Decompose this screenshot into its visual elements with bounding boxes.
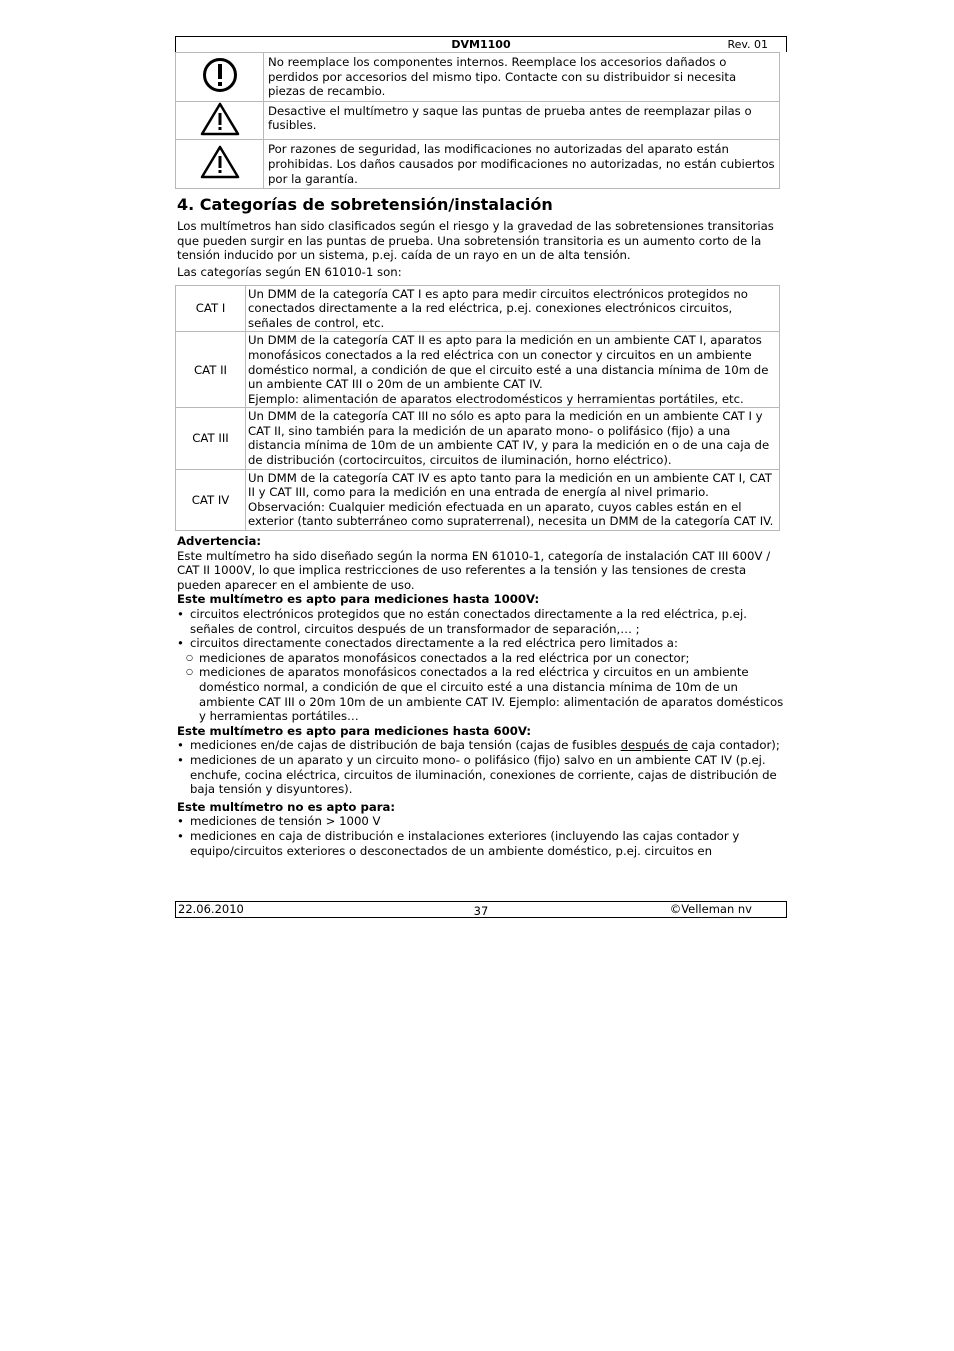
apto-600-list — [175, 738, 787, 796]
category-row — [176, 332, 780, 408]
warning-heading: Advertencia: — [177, 534, 262, 549]
page-footer — [175, 901, 787, 918]
page — [175, 36, 787, 858]
warning-triangle-icon — [176, 101, 264, 140]
warning-row — [176, 101, 780, 140]
category-label: CAT III — [176, 408, 246, 469]
category-description: Un DMM de la categoría CAT II es apto para la medición en un ambiente CAT I, aparatos monofásicos conectados a la red eléctrica con un conector y circuitos en un ambiente doméstico normal, a condición de que el circuito esté a una distancia mínima de 10m de un ambiente CAT III o 20m de un ambiente CAT IV. — [248, 333, 769, 392]
category-label: CAT II — [176, 332, 246, 408]
list-item: • mediciones de tensión > 1000 V — [177, 814, 787, 829]
apto-600-heading: Este multímetro es apto para mediciones hasta 600V: — [177, 723, 532, 738]
warning-text: Desactive el multímetro y saque las puntas de prueba antes de reemplazar pilas o fusibles. — [264, 101, 780, 140]
category-example: Ejemplo: alimentación de aparatos electrodomésticos y herramientas portátiles, etc. — [248, 391, 744, 406]
exclamation-circle-icon — [176, 53, 264, 102]
page-header — [175, 36, 787, 52]
list-item: • mediciones de un aparato y un circuito mono- o polifásico (fijo) salvo en un ambiente CAT IV (p.ej. enchufe, cocina eléctrica, circuitos de iluminación, conexiones de corriente, cajas de distribución de baja tensión y disyuntores). — [177, 753, 787, 797]
no-apto-heading: Este multímetro no es apto para: — [177, 799, 396, 814]
category-text — [246, 469, 780, 530]
category-row — [176, 469, 780, 530]
warning-text: No reemplace los componentes internos. Reemplace los accesorios dañados o perdidos por accesorios del mismo tipo. Contacte con su distribuidor si necesita piezas de recambio. — [264, 53, 780, 102]
categories-table — [175, 285, 780, 532]
apto-1000-heading: Este multímetro es apto para mediciones hasta 1000V: — [177, 592, 540, 607]
category-text — [246, 332, 780, 408]
list-item: • mediciones en caja de distribución e instalaciones exteriores (incluyendo las cajas contador y equipo/circuitos exteriores o desconectados de un ambiente doméstico, p.ej. circuitos en — [177, 829, 787, 858]
list-item-text: mediciones en/de cajas de distribución de baja tensión (cajas de fusibles — [190, 738, 621, 753]
category-label: CAT I — [176, 285, 246, 332]
sublist-item: ○ mediciones de aparatos monofásicos conectados a la red eléctrica y circuitos en un ambiente doméstico normal, a condición de que el circuito esté a una distancia mínima de 10m de un ambiente CAT III o 20m 10m de un ambiente CAT IV. Ejemplo: alimentación de aparatos domésticos y herramientas portátiles… — [175, 665, 787, 723]
category-row — [176, 408, 780, 469]
warning-triangle-icon — [176, 140, 264, 189]
underlined-text: después de — [620, 738, 688, 753]
list-item-text: caja contador); — [687, 738, 780, 753]
list-item-text: circuitos directamente conectados directamente a la red eléctrica pero limitados a: — [190, 636, 678, 651]
footer-date: 22.06.2010 — [178, 902, 244, 916]
apto-1000-sublist — [175, 651, 787, 724]
list-item: • circuitos electrónicos protegidos que no están conectados directamente a la red eléctrica, p.ej. señales de control, circuitos después de un transformador de separación,… ; — [177, 607, 787, 636]
revision: Rev. 01 — [727, 38, 768, 51]
page-number: 37 — [473, 904, 489, 918]
section-heading: 4. Categorías de sobretensión/instalación — [177, 195, 553, 215]
warning-paragraph: Este multímetro ha sido diseñado según la norma EN 61010-1, categoría de instalación CAT III 600V / CAT II 1000V, lo que implica restricciones de uso referentes a la tensión y las tensiones de cresta pueden aparecer en el ambiente de uso. — [177, 548, 771, 592]
category-observation: Observación: Cualquier medición efectuada en un aparato, cuyos cables están en el exterior (tanto subterráneo como supraterrenal), necesita un DMM de la categoría CAT IV. — [248, 499, 774, 529]
list-item — [177, 636, 787, 651]
doc-title: DVM1100 — [451, 38, 511, 51]
warning-row — [176, 53, 780, 102]
list-item — [177, 738, 787, 753]
intro-paragraph: Los multímetros han sido clasificados según el riesgo y la gravedad de las sobretensiones transitorias que pueden surgir en las puntas de prueba. Una sobretensión transitoria es un aumento corto de la tensión inducido por un sistema, p.ej. caída de un rayo en un de alta tensión. — [177, 219, 774, 263]
category-text: Un DMM de la categoría CAT I es apto para medir circuitos electrónicos protegidos no conectados directamente a la red eléctrica, p.ej. conexiones electrónicos circuitos, señales de control, etc. — [246, 285, 780, 332]
category-row — [176, 285, 780, 332]
copyright: ©Velleman nv — [669, 902, 752, 916]
categories-intro: Las categorías según EN 61010-1 son: — [177, 264, 402, 279]
no-apto-list — [175, 814, 787, 858]
apto-1000-list — [175, 607, 787, 651]
category-description: Un DMM de la categoría CAT IV es apto tanto para la medición en un ambiente CAT I, CAT II y CAT III, como para la medición en una entrada de energía al nivel primario. — [248, 470, 772, 500]
sublist-item: ○ mediciones de aparatos monofásicos conectados a la red eléctrica por un conector; — [175, 651, 787, 666]
category-label: CAT IV — [176, 469, 246, 530]
category-text: Un DMM de la categoría CAT III no sólo es apto para la medición en un ambiente CAT I y CAT II, sino también para la medición de un aparato mono- o polifásico (fijo) a una distancia mínima de 10m de un ambiente CAT IV, y para la medición en o de una caja de de distribución (cortocircuitos, circuitos de iluminación, horno eléctrico). — [246, 408, 780, 469]
warning-text: Por razones de seguridad, las modificaciones no autorizadas del aparato están prohibidas. Los daños causados por modificaciones no autorizadas, no están cubiertos por la garantía. — [264, 140, 780, 189]
warnings-table — [175, 52, 780, 189]
warning-row — [176, 140, 780, 189]
